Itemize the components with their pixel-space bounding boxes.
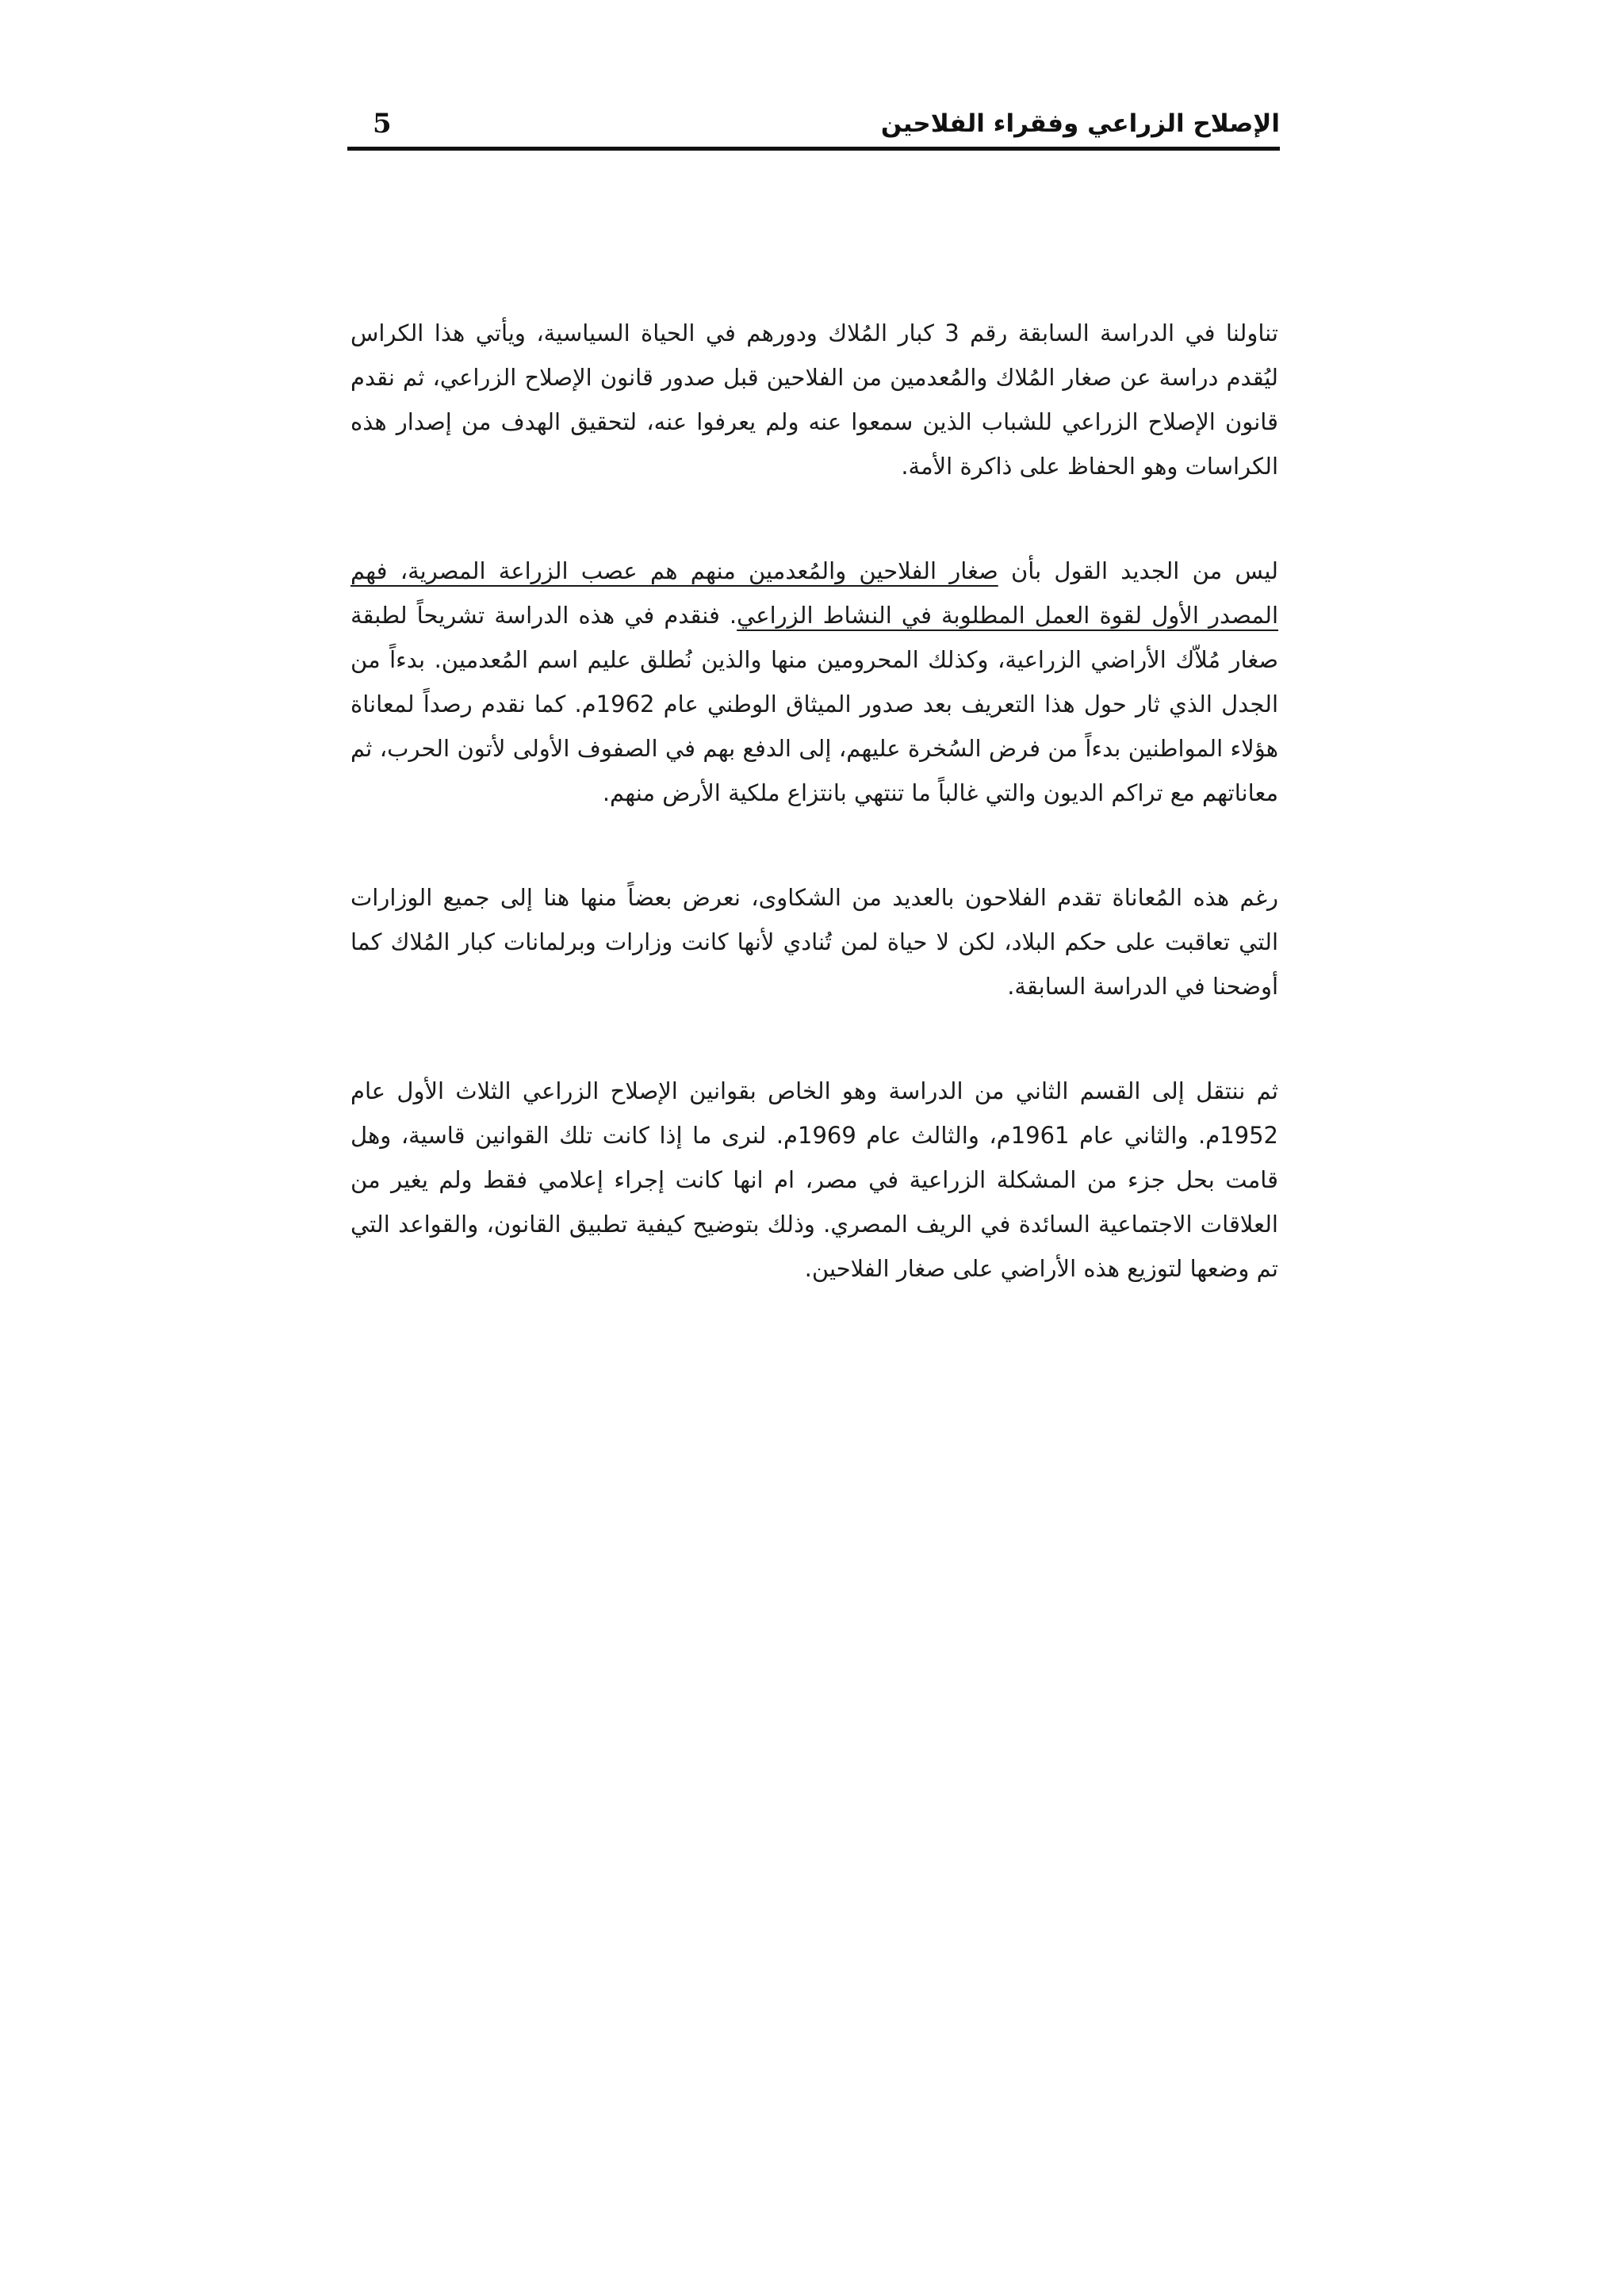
paragraph-4: ثم ننتقل إلى القسم الثاني من الدراسة وهو الخاص بقوانين الإصلاح الزراعي الثلاث الأول عام 1952م. والثاني عام 1961م، والثالث عام 1969م. لنرى ما إذا كانت تلك القوانين قاسية، وهل قامت بحل جزء من المشكلة الزراعية في مصر، ام انها كانت إجراء إعلامي فقط ولم يغير من العلاقات الاجتماعية السائدة في الريف المصري. وذلك بتوضيح كيفية تطبيق القانون، والقواعد التي تم وضعها لتوزيع هذه الأراضي على صغار الفلاحين. (350, 1077, 1278, 1282)
paragraph-2-lead: ليس من الجديد القول بأن (998, 557, 1278, 584)
page-header (347, 101, 1280, 146)
paragraph-2-underlined: صغار الفلاحين والمُعدمين منهم هم عصب الزراعة المصرية، فهم المصدر الأول لقوة العمل المطلوبة في النشاط الزراعي (350, 557, 1278, 629)
running-title: الإصلاح الزراعي وفقراء الفلاحين (880, 109, 1280, 138)
paragraph-2-rest: . فنقدم في هذه الدراسة تشريحاً لطبقة صغار مُلاّك الأراضي الزراعية، وكذلك المحرومين منها والذين نُطلق عليم اسم المُعدمين. بدءاً من الجدل الذي ثار حول هذا التعريف بعد صدور الميثاق الوطني عام 1962م. كما نقدم رصداً لمعاناة هؤلاء المواطنين بدءاً من فرض السُخرة عليهم، إلى الدفع بهم في الصفوف الأولى لأتون الحرب، ثم معاناتهم مع تراكم الديون والتي غالباً ما تنتهي بانتزاع ملكية الأرض منهم. (350, 602, 1279, 806)
paragraph-1: تناولنا في الدراسة السابقة رقم 3 كبار المُلاك ودورهم في الحياة السياسية، ويأتي هذا الكراس ليُقدم دراسة عن صغار المُلاك والمُعدمين من الفلاحين قبل صدور قانون الإصلاح الزراعي، ثم نقدم قانون الإصلاح الزراعي للشباب الذين سمعوا عنه ولم يعرفوا عنه، لتحقيق الهدف من إصدار هذه الكراسات وهو الحفاظ على ذاكرة الأمة. (350, 320, 1278, 480)
body-text (350, 311, 1278, 1291)
page-number: 5 (373, 108, 392, 140)
paragraph-3: رغم هذه المُعاناة تقدم الفلاحون بالعديد من الشكاوى، نعرض بعضاً منها هنا إلى جميع الوزارات التي تعاقبت على حكم البلاد، لكن لا حياة لمن تُنادي لأنها كانت وزارات وبرلمانات كبار المُلاك كما أوضحنا في الدراسة السابقة. (350, 884, 1278, 1000)
header-rule (347, 147, 1280, 151)
paragraph-2 (350, 549, 1278, 815)
